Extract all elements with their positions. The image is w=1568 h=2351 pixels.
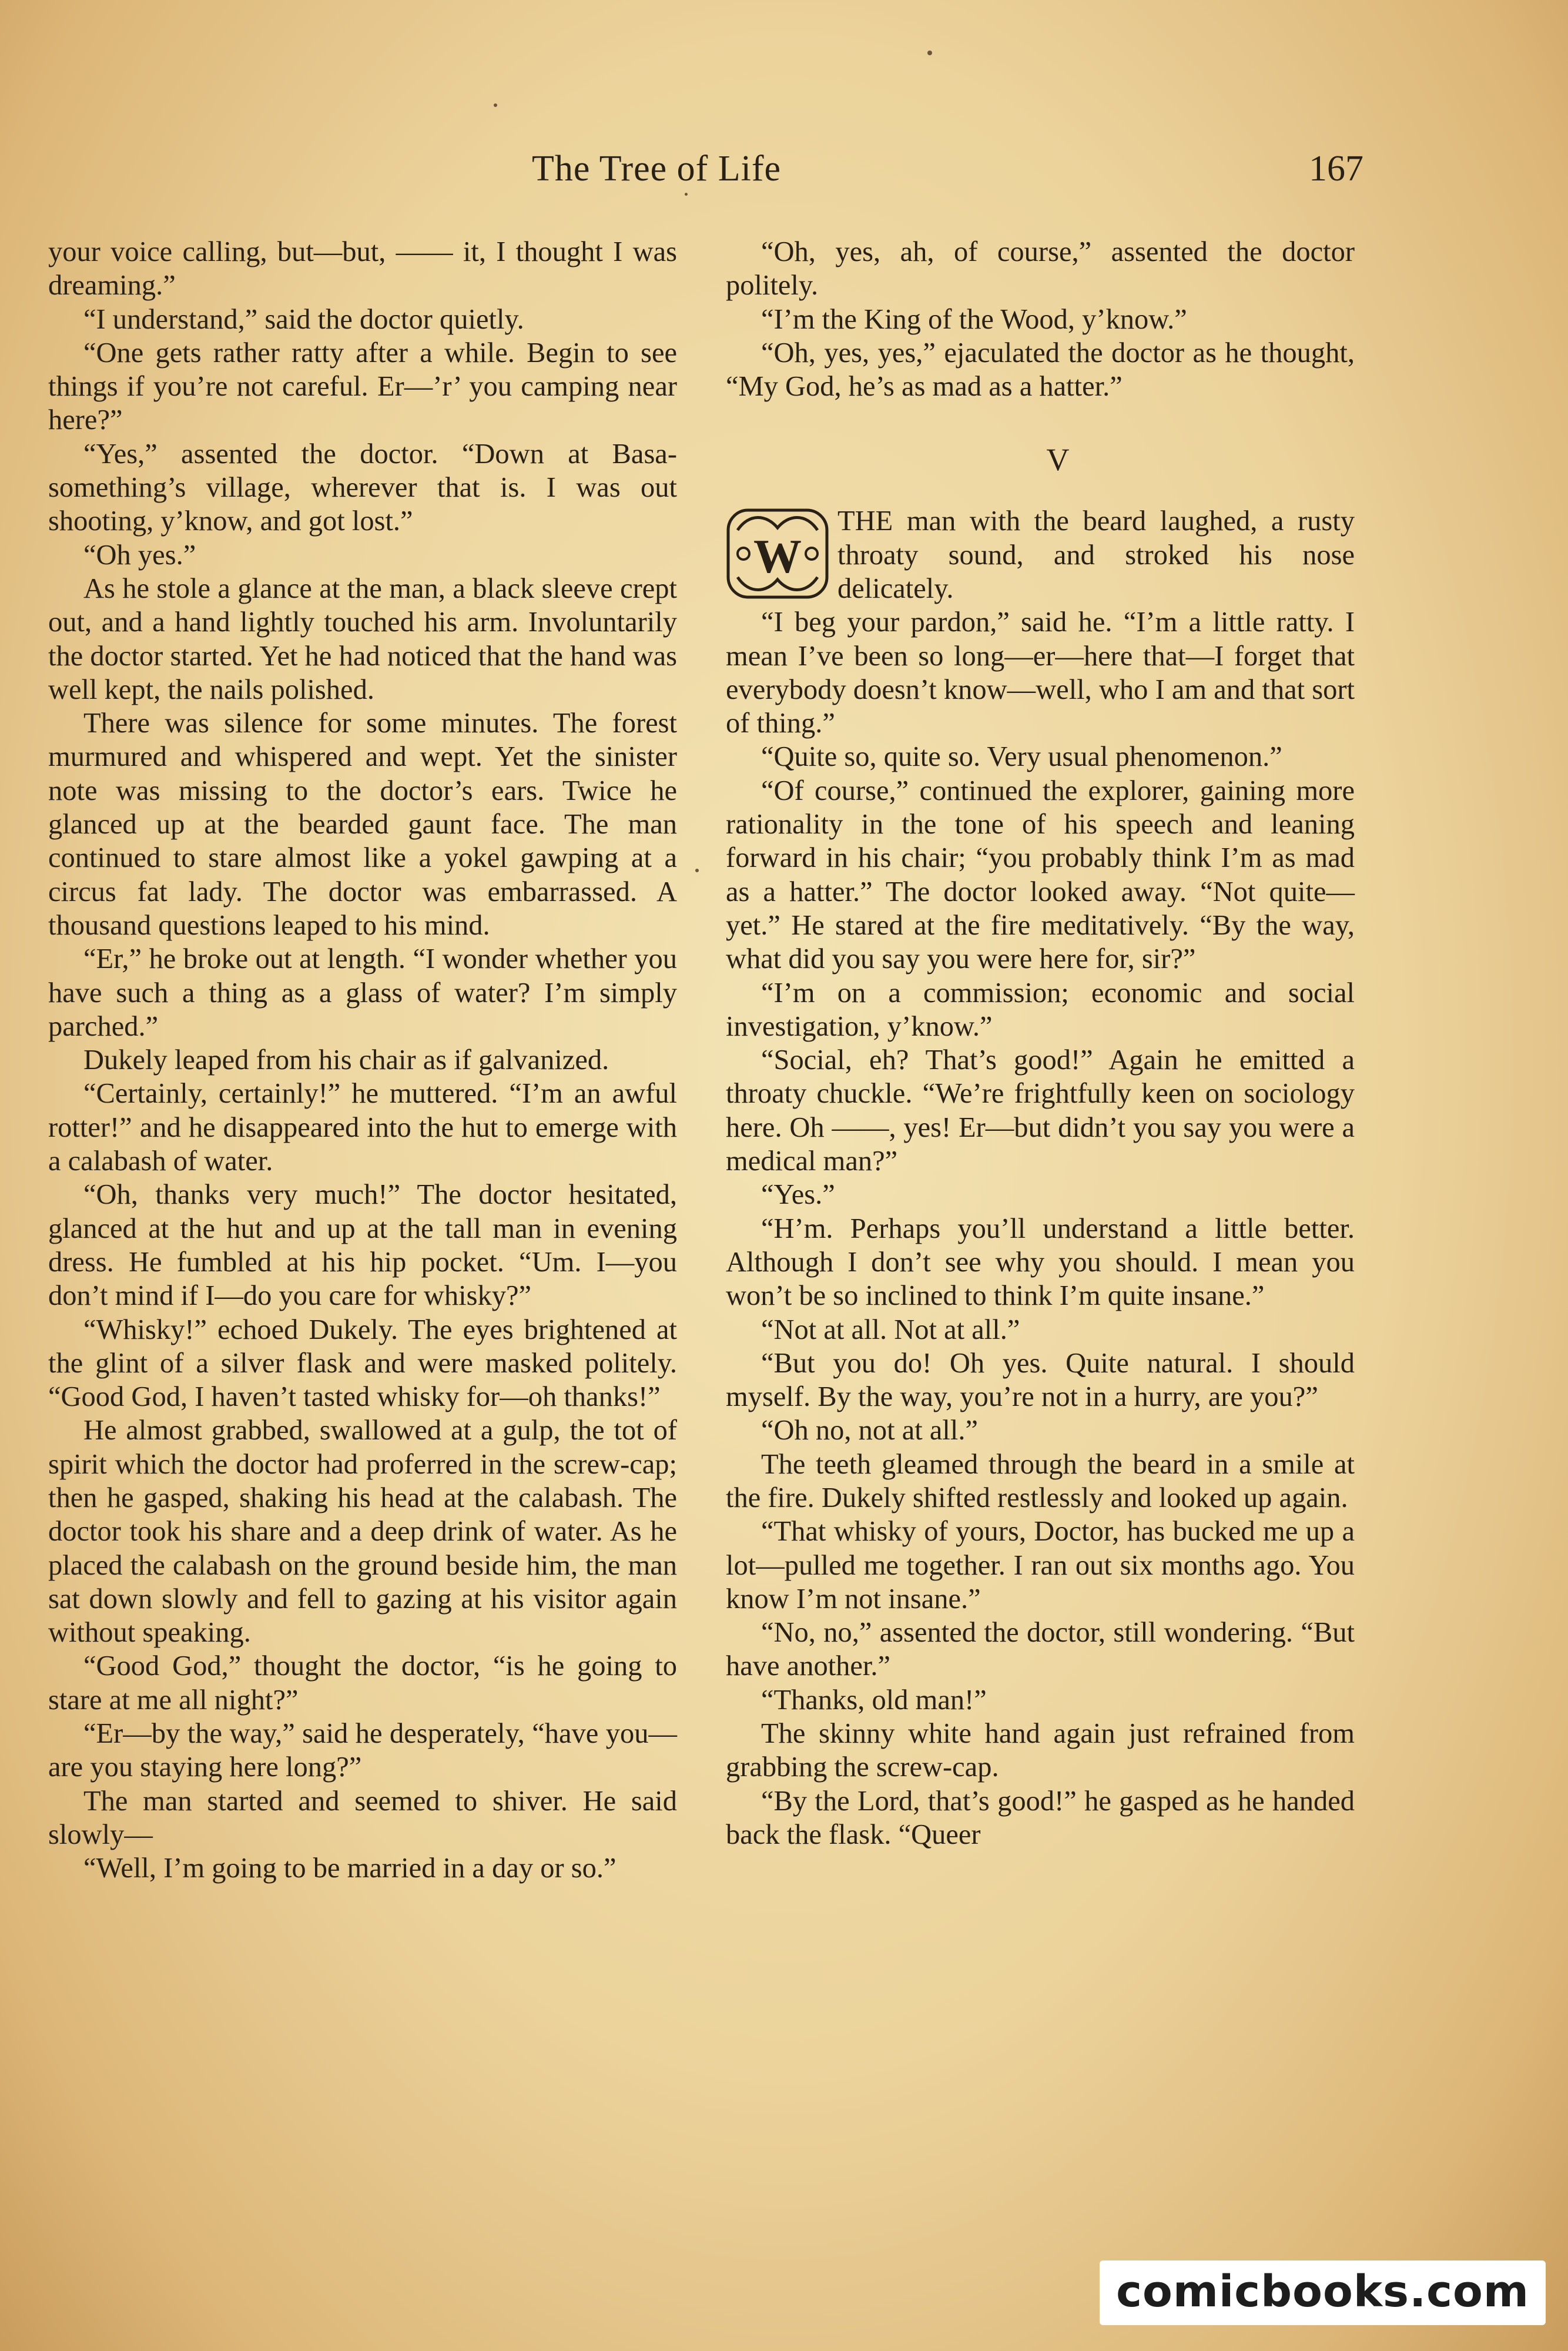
paragraph: Dukely leaped from his chair as if galvanized. — [83, 1044, 609, 1076]
paragraph: “Social, eh? That’s good!” Again he emitted a throaty chuckle. “We’re frightfully keen on sociology here. Oh ——, yes! Er—but didn’t you say you were a medical man?” — [726, 1044, 1355, 1177]
paragraph: He almost grabbed, swallowed at a gulp, the tot of spirit which the doctor had proferred in the screw-cap; then he gasped, shaking his head at the calabash. The doctor took his share and a deep drink of water. As he placed the calabash on the ground beside him, the man sat down slowly and fell to gazing at his visitor again without speaking. — [48, 1415, 677, 1649]
paragraph: The teeth gleamed through the beard in a smile at the fire. Dukely shifted restlessly and looked up again. — [726, 1448, 1355, 1513]
paragraph: “Certainly, certainly!” he muttered. “I’m an awful rotter!” and he disappeared into the hut to emerge with a calabash of water. — [48, 1078, 677, 1177]
paragraph: “One gets rather ratty after a while. Begin to see things if you’re not careful. Er—’r’ you camping near here?” — [48, 337, 677, 436]
paragraph: “Oh, yes, yes,” ejaculated the doctor as he thought, “My God, he’s as mad as a hatter.” — [726, 337, 1355, 403]
page-number: 167 — [1309, 149, 1363, 189]
paragraph: “Oh, thanks very much!” The doctor hesitated, glanced at the hut and up at the tall man in evening dress. He fumbled at his hip pocket. “Um. I—you don’t mind if I—do you care for whisky?” — [48, 1179, 677, 1312]
running-head: The Tree of Life — [532, 149, 782, 189]
paragraph: “By the Lord, that’s good!” he gasped as he handed back the flask. “Queer — [726, 1785, 1355, 1850]
paragraph: “I beg your pardon,” said he. “I’m a little ratty. I mean I’ve been so long—er—here that—I forget that everybody doesn’t know—well, who I am and that sort of thing.” — [726, 607, 1355, 739]
section-opening-paragraph — [726, 504, 1355, 605]
paragraph: “Oh no, not at all.” — [761, 1415, 979, 1446]
paragraph: “No, no,” assented the doctor, still wondering. “But have another.” — [726, 1617, 1355, 1682]
paragraph: “H’m. Perhaps you’ll understand a little better. Although I don’t see why you should. I mean you won’t be so inclined to think I’m quite insane.” — [726, 1213, 1355, 1312]
paragraph: “Whisky!” echoed Dukely. The eyes brightened at the glint of a silver flask and were masked politely. “Good God, I haven’t tasted whisky for—oh thanks!” — [48, 1314, 677, 1413]
paragraph: “I’m on a commission; economic and social investigation, y’know.” — [726, 977, 1355, 1042]
paragraph: “Yes,” assented the doctor. “Down at Basa-something’s village, wherever that is. I was out shooting, y’know, and got lost.” — [48, 438, 677, 537]
ornamental-dropcap-icon — [726, 507, 829, 601]
paragraph: “Good God,” thought the doctor, “is he going to stare at me all night?” — [48, 1650, 677, 1716]
paragraph: “Er,” he broke out at length. “I wonder whether you have such a thing as a glass of water? I’m simply parched.” — [48, 943, 677, 1042]
right-column — [726, 235, 1355, 1851]
paragraph: The man started and seemed to shiver. He said slowly— — [48, 1785, 677, 1850]
paragraph: “Not at all. Not at all.” — [761, 1314, 1020, 1345]
paragraph: “Oh, yes, ah, of course,” assented the doctor politely. — [726, 236, 1355, 302]
paragraph: “Yes.” — [761, 1179, 835, 1211]
left-column — [48, 235, 677, 1886]
paragraph: your voice calling, but—but, —— it, I thought I was dreaming.” — [48, 236, 677, 302]
paragraph: “I’m the King of the Wood, y’know.” — [761, 303, 1187, 335]
paragraph: “Er—by the way,” said he desperately, “have you—are you staying here long?” — [48, 1718, 677, 1783]
paragraph: “But you do! Oh yes. Quite natural. I should myself. By the way, you’re not in a hurry, are you?” — [726, 1347, 1355, 1413]
paragraph: “Well, I’m going to be married in a day or so.” — [83, 1853, 617, 1884]
paragraph: The skinny white hand again just refrained from grabbing the screw-cap. — [726, 1718, 1355, 1783]
paragraph: There was silence for some minutes. The forest murmured and whispered and wept. Yet the sinister note was missing to the doctor’s ears. Twice he glanced up at the bearded gaunt face. The man continued to stare almost like a yokel gawping at a circus fat lady. The doctor was embarrassed. A thousand questions leaped to his mind. — [48, 708, 677, 941]
page-header — [0, 148, 1568, 201]
paragraph: “I understand,” said the doctor quietly. — [83, 303, 524, 335]
paragraph: “That whisky of yours, Doctor, has bucked me up a lot—pulled me together. I ran out six months ago. You know I’m not insane.” — [726, 1516, 1355, 1615]
spacer — [726, 403, 1355, 437]
paragraph: “Quite so, quite so. Very usual phenomenon.” — [761, 741, 1282, 773]
section-heading: V — [1046, 441, 1070, 477]
paragraph: “Oh yes.” — [83, 539, 196, 571]
right-column-rest — [726, 605, 1355, 1851]
svg-text:W: W — [753, 530, 802, 584]
watermark-badge: comicbooks.com — [1100, 2260, 1546, 2325]
right-column-top — [726, 235, 1355, 403]
paragraph: “Thanks, old man!” — [761, 1684, 987, 1716]
paragraph: “Of course,” continued the explorer, gaining more rationality in the tone of his speech and leaning forward in his chair; “you probably think I’m as mad as a hatter.” The doctor looked away. “Not quite—yet.” He stared at the fire meditatively. “By the way, what did you say you were here for, sir?” — [726, 775, 1355, 975]
paragraph: As he stole a glance at the man, a black sleeve crept out, and a hand lightly touched his arm. Involuntarily the doctor started. Yet he had noticed that the hand was well kept, the nails polished. — [48, 572, 677, 705]
section-opening-text: THE man with the beard laughed, a rusty throaty sound, and stroked his nose delicately. — [837, 505, 1355, 604]
